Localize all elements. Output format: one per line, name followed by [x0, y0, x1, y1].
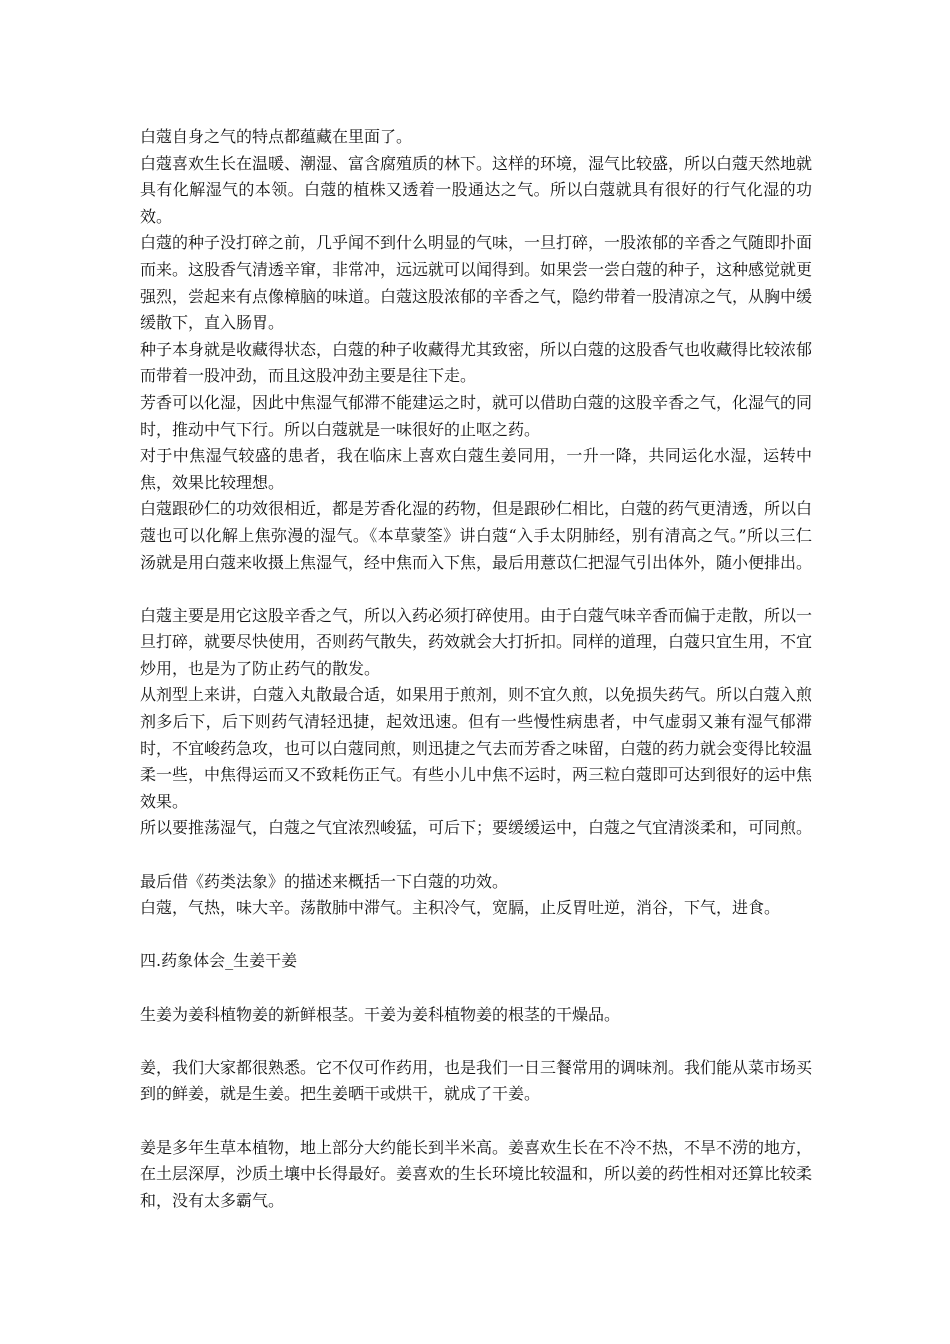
paragraph-gap [140, 1028, 812, 1055]
paragraph: 从剂型上来讲，白蔻入丸散最合适，如果用于煎剂，则不宜久煎，以免损失药气。所以白蔻入煎剂多后下，后下则药气清轻迅捷，起效迅速。但有一些慢性病患者，中气虚弱又兼有湿气郁滞时，不宜峻药急攻，也可以白蔻同煎，则迅捷之气去而芳香之味留，白蔻的药力就会变得比较温柔一些，中焦得运而又不致耗伤正气。有些小儿中焦不运时，两三粒白蔻即可达到很好的运中焦效果。 [140, 685, 813, 811]
document-body [140, 124, 812, 1214]
paragraph: 生姜为姜科植物姜的新鲜根茎。干姜为姜科植物姜的根茎的干燥品。 [140, 1004, 621, 1024]
paragraph-gap [140, 842, 812, 869]
paragraph: 白蔻主要是用它这股辛香之气，所以入药必须打碎使用。由于白蔻气味辛香而偏于走散，所以一旦打碎，就要尽快使用，否则药气散失，药效就会大打折扣。同样的道理，白蔻只宜生用，不宜炒用，也是为了防止药气的散发。 [140, 605, 813, 678]
paragraph: 种子本身就是收藏得状态，白蔻的种子收藏得尤其致密，所以白蔻的这股香气也收藏得比较浓郁而带着一股冲劲，而且这股冲劲主要是往下走。 [140, 339, 813, 386]
paragraph: 所以要推荡湿气，白蔻之气宜浓烈峻猛，可后下；要缓缓运中，白蔻之气宜清淡柔和，可同煎。 [140, 818, 813, 838]
section-heading: 四.药象体会_生姜干姜 [140, 951, 298, 971]
paragraph: 姜，我们大家都很熟悉。它不仅可作药用，也是我们一日三餐常用的调味剂。我们能从菜市场买到的鲜姜，就是生姜。把生姜晒干或烘干，就成了干姜。 [140, 1057, 813, 1104]
paragraph-gap [140, 922, 812, 949]
paragraph: 白蔻自身之气的特点都蕴藏在里面了。 [140, 127, 413, 146]
paragraph: 姜是多年生草本植物，地上部分大约能长到半米高。姜喜欢生长在不冷不热，不旱不涝的地方，在土层深厚，沙质土壤中长得最好。姜喜欢的生长环境比较温和，所以姜的药性相对还算比较柔和，没有太多霸气。 [140, 1137, 813, 1210]
paragraph-gap [140, 975, 812, 1002]
paragraph: 白蔻喜欢生长在温暖、潮湿、富含腐殖质的林下。这样的环境，湿气比较盛，所以白蔻天然地就具有化解湿气的本领。白蔻的植株又透着一股通达之气。所以白蔻就具有很好的行气化湿的功效。 [140, 153, 813, 226]
paragraph: 对于中焦湿气较盛的患者，我在临床上喜欢白蔻生姜同用，一升一降，共同运化水湿，运转中焦，效果比较理想。 [140, 446, 812, 492]
paragraph: 芳香可以化湿，因此中焦湿气郁滞不能建运之时，就可以借助白蔻的这股辛香之气，化湿气的同时，推动中气下行。所以白蔻就是一味很好的止呕之药。 [140, 392, 813, 439]
paragraph: 最后借《药类法象》的描述来概括一下白蔻的功效。 [140, 871, 509, 891]
paragraph-gap [140, 1108, 812, 1135]
paragraph: 白蔻跟砂仁的功效很相近，都是芳香化湿的药物，但是跟砂仁相比，白蔻的药气更清透，所以白蔻也可以化解上焦弥漫的湿气。《本草蒙筌》讲白蔻“入手太阴肺经，别有清高之气。”所以三仁汤就是用白蔻来收摄上焦湿气，经中焦而入下焦，最后用薏苡仁把湿气引出体外，随小便排出。 [140, 499, 813, 572]
paragraph: 白蔻，气热，味大辛。荡散肺中滞气。主积冷气，宽膈，止反胃吐逆，消谷，下气，进食。 [140, 898, 781, 918]
paragraph-gap [140, 576, 812, 603]
paragraph: 白蔻的种子没打碎之前，几乎闻不到什么明显的气味，一旦打碎，一股浓郁的辛香之气随即扑面而来。这股香气清透辛窜，非常冲，远远就可以闻得到。如果尝一尝白蔻的种子，这种感觉就更强烈，尝起来有点像樟脑的味道。白蔻这股浓郁的辛香之气，隐约带着一股清凉之气，从胸中缓缓散下，直入肠胃。 [140, 233, 813, 333]
